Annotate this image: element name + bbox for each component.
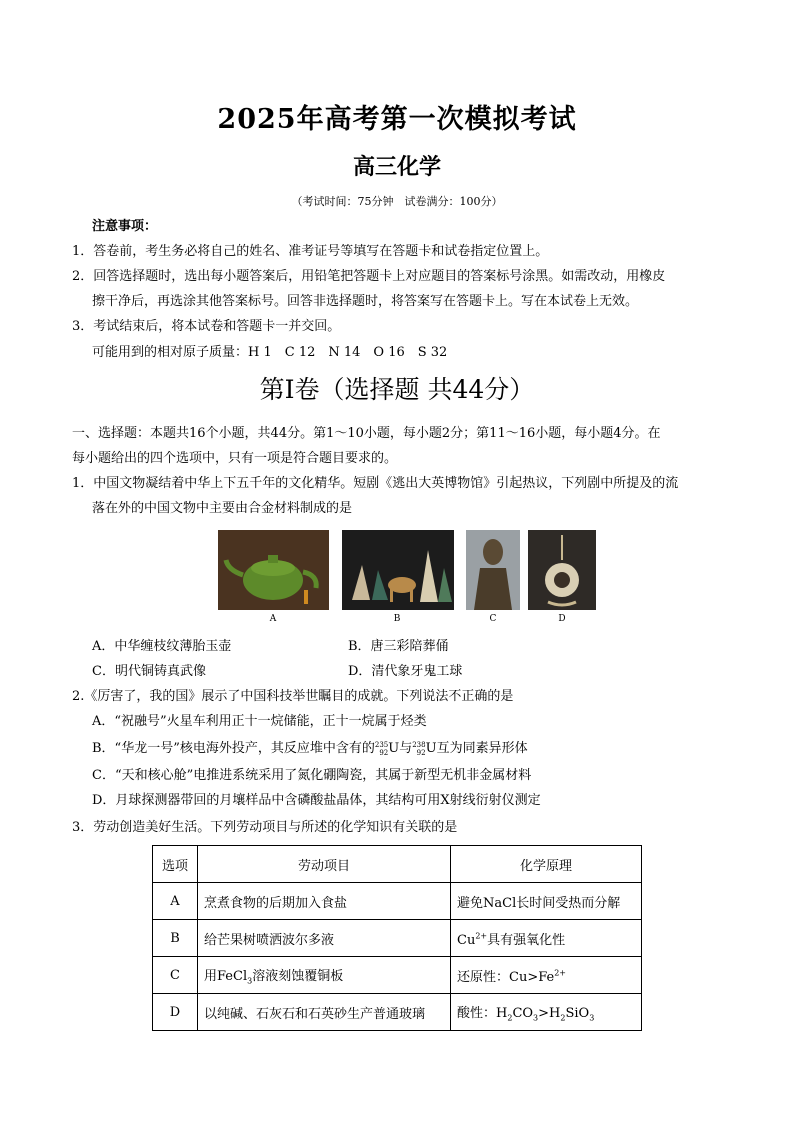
caption-a: A <box>269 614 277 624</box>
note-item-2-line2: 擦干净后，再选涂其他答案标号。回答非选择题时，将答案写在答题卡上。写在本试卷上无效。 <box>92 294 639 309</box>
task-text-post: 溶液刻蚀覆铜板 <box>252 968 344 984</box>
task-text-pre: 用FeCl <box>204 968 248 984</box>
row-principle: 避免NaCl长时间受热而分解 <box>451 883 642 920</box>
note-item-1: 1．答卷前，考生务必将自己的姓名、准考证号等填写在答题卡和试卷指定位置上。 <box>72 244 549 259</box>
u235-symbol: U <box>388 741 400 756</box>
subject-title: 高三化学 <box>352 154 441 180</box>
q1-stem-line1: 1．中国文物凝结着中华上下五千年的文化精华。短剧《逃出大英博物馆》引起热议，下列剧中所提及的流 <box>72 476 679 491</box>
section-1-instruction-line2: 每小题给出的四个选项中，只有一项是符合题目要求的。 <box>72 451 398 466</box>
u238-mass-number: 238 <box>412 740 426 749</box>
q2-option-d: D．月球探测器带回的月壤样品中含磷酸盐晶体，其结构可用X射线衍射仪测定 <box>92 793 541 808</box>
isotope-u235-notation <box>375 741 388 757</box>
table-row <box>153 920 642 957</box>
row-task <box>198 957 451 994</box>
caption-c: C <box>489 614 497 624</box>
q2-option-b <box>92 738 528 760</box>
principle-subscript: 3 <box>533 1013 539 1023</box>
row-task: 烹煮食物的后期加入食盐 <box>198 883 451 920</box>
q2-option-a: A．“祝融号”火星车利用正十一烷储能，正十一烷属于烃类 <box>92 714 427 729</box>
ivory-ball-image <box>528 530 596 610</box>
principle-part: CO <box>512 1005 534 1021</box>
ion-charge: 2+ <box>475 931 488 941</box>
row-option: D <box>153 994 198 1031</box>
row-task: 以纯碱、石灰石和石英砂生产普通玻璃 <box>198 994 451 1031</box>
q2-stem: 2.《厉害了，我的国》展示了中国科技举世瞩目的成就。下列说法不正确的是 <box>72 689 514 704</box>
q3-header-option: 选项 <box>153 846 198 883</box>
principle-text: 具有强氧化性 <box>487 932 566 948</box>
q3-header-principle: 化学原理 <box>451 846 642 883</box>
row-principle <box>451 994 642 1031</box>
u235-atomic-number: 92 <box>379 748 389 757</box>
q1-images <box>0 530 794 624</box>
section-1-title: 第Ⅰ卷（选择题 共44分） <box>259 375 535 404</box>
q2-option-b-text-pre: B．“华龙一号”核电海外投产，其反应堆中含有的 <box>92 741 375 756</box>
q2-option-c: C．“天和核心舱”电推进系统采用了氮化硼陶瓷，其属于新型无机非金属材料 <box>92 768 532 783</box>
table-row <box>153 957 642 994</box>
q3-table <box>152 845 642 1031</box>
q1-option-a: A．中华缠枝纹薄胎玉壶 <box>92 639 232 654</box>
q2-option-b-text-mid: 与 <box>399 741 413 756</box>
caption-b: B <box>393 614 401 624</box>
table-row <box>153 883 642 920</box>
row-option: B <box>153 920 198 957</box>
row-option: C <box>153 957 198 994</box>
row-option: A <box>153 883 198 920</box>
tang-figurines-image <box>342 530 454 610</box>
table-row <box>153 994 642 1031</box>
caption-d: D <box>558 614 566 624</box>
atomic-masses: 可能用到的相对原子质量：H 1 C 12 N 14 O 16 S 32 <box>92 345 448 360</box>
ion-charge: 2+ <box>554 968 567 978</box>
ion-symbol: Cu <box>457 932 476 948</box>
row-principle <box>451 920 642 957</box>
u238-atomic-number: 92 <box>416 748 426 757</box>
notes-heading: 注意事项： <box>92 219 158 234</box>
principle-subscript: 2 <box>507 1013 513 1023</box>
bronze-statue-image <box>466 530 520 610</box>
q3-stem: 3．劳动创造美好生活。下列劳动项目与所述的化学知识有关联的是 <box>72 820 458 835</box>
q3-header-task: 劳动项目 <box>198 846 451 883</box>
principle-part: >H <box>538 1005 561 1021</box>
principle-part: 酸性：H <box>457 1005 508 1021</box>
principle-subscript: 3 <box>589 1013 595 1023</box>
task-subscript: 3 <box>247 976 253 986</box>
note-item-2-line1: 2．回答选择题时，选出每小题答案后，用铅笔把答题卡上对应题目的答案标号涂黑。如需改动，用橡皮 <box>72 269 666 284</box>
u235-mass-number: 235 <box>374 740 389 749</box>
isotope-u238-notation <box>412 741 425 757</box>
principle-text: 还原性：Cu>Fe <box>457 969 555 985</box>
row-task: 给芒果树喷洒波尔多液 <box>198 920 451 957</box>
exam-time-info: （考试时间：75分钟 试卷满分：100分） <box>291 195 503 208</box>
principle-part: SiO <box>565 1005 590 1021</box>
q3-table-header-row <box>153 846 642 883</box>
exam-title: 2025年高考第一次模拟考试 <box>217 104 577 135</box>
q1-option-b: B．唐三彩陪葬俑 <box>348 639 449 654</box>
q1-option-c: C．明代铜铸真武像 <box>92 664 206 679</box>
q1-option-d: D．清代象牙鬼工球 <box>348 664 463 679</box>
principle-subscript: 2 <box>560 1013 566 1023</box>
row-principle <box>451 957 642 994</box>
u238-symbol: U <box>425 741 437 756</box>
note-item-3: 3．考试结束后，将本试卷和答题卡一并交回。 <box>72 319 341 334</box>
q1-stem-line2: 落在外的中国文物中主要由合金材料制成的是 <box>92 501 353 516</box>
jade-teapot-image <box>218 530 329 610</box>
section-1-instruction-line1: 一、选择题：本题共16个小题，共44分。第1～10小题，每小题2分；第11～16小题，每小题4分。在 <box>72 426 661 441</box>
q2-option-b-text-post: 互为同素异形体 <box>436 741 528 756</box>
